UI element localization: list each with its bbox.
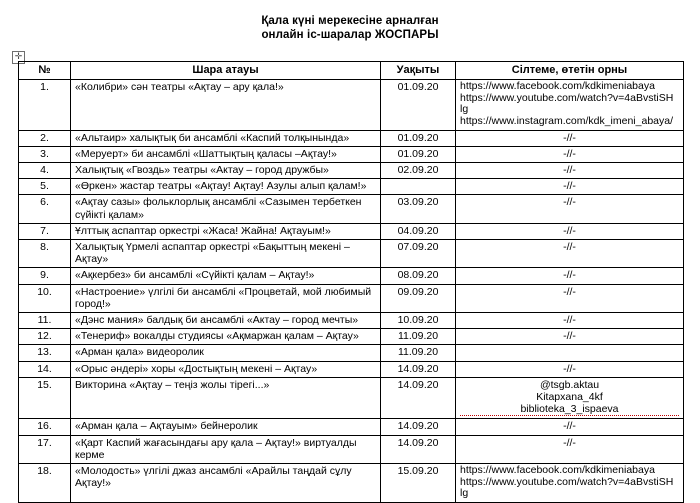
- row-link: [456, 435, 684, 463]
- table-row: [19, 223, 684, 239]
- row-link-repeat-marker: -//-: [563, 224, 576, 237]
- plan-table-container: [18, 61, 683, 503]
- row-date: 11.09.20: [381, 345, 456, 361]
- plan-table-body: [19, 80, 684, 503]
- column-header-link: Сілтеме, өтетін орны: [456, 62, 684, 80]
- row-date: 01.09.20: [381, 146, 456, 162]
- row-link-url[interactable]: https://www.instagram.com/kdk_imeni_abaya/: [460, 114, 674, 127]
- row-link: [456, 195, 684, 223]
- row-number: 5.: [19, 179, 71, 195]
- row-number: 9.: [19, 268, 71, 284]
- row-link-url[interactable]: https://www.youtube.com/watch?v=4aBvstiSH: [460, 475, 674, 488]
- row-link-repeat-marker: -//-: [563, 180, 576, 193]
- row-event-name: «Орыс әндері» хоры «Достықтың мекені – Ақтау»: [71, 361, 381, 377]
- row-link-repeat-marker: -//-: [563, 196, 576, 209]
- row-link: [456, 162, 684, 178]
- row-number: 16.: [19, 419, 71, 435]
- table-row: [19, 313, 684, 329]
- row-link: [456, 130, 684, 146]
- column-header-time: Уақыты: [381, 62, 456, 80]
- row-date: 14.09.20: [381, 361, 456, 377]
- row-link: [456, 329, 684, 345]
- row-link: [456, 223, 684, 239]
- table-row: [19, 195, 684, 223]
- row-event-name: Халықтық «Гвоздь» театры «Актау – город дружбы»: [71, 162, 381, 178]
- row-event-name: «Ақтау сазы» фольклорлық ансамблі «Сазымен тербеткен сүйікті қалам»: [71, 195, 381, 223]
- table-row: [19, 179, 684, 195]
- row-number: 15.: [19, 377, 71, 419]
- row-date: 08.09.20: [381, 268, 456, 284]
- row-number: 11.: [19, 313, 71, 329]
- row-link-url[interactable]: lg: [460, 487, 469, 500]
- row-link: [456, 284, 684, 312]
- row-link-url[interactable]: lg: [460, 103, 469, 116]
- table-row: [19, 464, 684, 503]
- table-row: [19, 268, 684, 284]
- table-row: [19, 435, 684, 463]
- row-link: [456, 179, 684, 195]
- table-row: [19, 419, 684, 435]
- table-move-cross-icon[interactable]: ✛: [12, 51, 25, 64]
- row-link-repeat-marker: -//-: [563, 131, 576, 144]
- column-header-number: №: [19, 62, 71, 80]
- page-title-line-2: онлайн іс-шаралар ЖОСПАРЫ: [261, 29, 439, 41]
- row-link-handle[interactable]: biblioteka_3_ispaeva: [460, 403, 679, 416]
- row-event-name: «Настроение» үлгілі би ансамблі «Процветай, мой любимый город!»: [71, 284, 381, 312]
- table-row: [19, 146, 684, 162]
- row-link: [456, 268, 684, 284]
- page-title-line-1: Қала күні мерекесіне арналған: [261, 15, 439, 27]
- row-link: [456, 464, 684, 503]
- row-number: 4.: [19, 162, 71, 178]
- row-date: 03.09.20: [381, 195, 456, 223]
- row-link-repeat-marker: -//-: [563, 269, 576, 282]
- row-number: 12.: [19, 329, 71, 345]
- row-event-name: «Қарт Каспий жағасындағы ару қала – Ақтау!» виртуалды керме: [71, 435, 381, 463]
- row-event-name: Викторина «Ақтау – теңіз жолы тірегі...»: [71, 377, 381, 419]
- row-link-repeat-marker: -//-: [563, 314, 576, 327]
- row-event-name: Халықтық Үрмелі аспаптар оркестрі «Бақыттың мекені – Ақтау»: [71, 240, 381, 268]
- row-link: [456, 313, 684, 329]
- row-number: 8.: [19, 240, 71, 268]
- row-event-name: Ұлттық аспаптар оркестрі «Жаса! Жайна! Ақтауым!»: [71, 223, 381, 239]
- row-date: 01.09.20: [381, 130, 456, 146]
- row-event-name: «Дэнс мания» балдық би ансамблі «Актау – город мечты»: [71, 313, 381, 329]
- row-date: 14.09.20: [381, 419, 456, 435]
- row-date: 07.09.20: [381, 240, 456, 268]
- row-number: 3.: [19, 146, 71, 162]
- row-event-name: «Тенериф» вокалды студиясы «Ақмаржан қалам – Ақтау»: [71, 329, 381, 345]
- row-number: 13.: [19, 345, 71, 361]
- row-link: [456, 80, 684, 130]
- row-date: 11.09.20: [381, 329, 456, 345]
- table-row: [19, 329, 684, 345]
- row-link: [456, 419, 684, 435]
- row-date: 01.09.20: [381, 80, 456, 130]
- row-link-repeat-marker: -//-: [563, 420, 576, 433]
- row-number: 10.: [19, 284, 71, 312]
- table-row: [19, 361, 684, 377]
- row-number: 1.: [19, 80, 71, 130]
- row-link-empty: [456, 345, 684, 361]
- row-date: 09.09.20: [381, 284, 456, 312]
- row-link-handle[interactable]: @tsgb.aktau: [539, 378, 600, 391]
- row-link-repeat-marker: -//-: [563, 241, 576, 253]
- row-number: 6.: [19, 195, 71, 223]
- table-row: [19, 240, 684, 268]
- row-event-name: «Арман қала» видеоролик: [71, 345, 381, 361]
- row-date: 14.09.20: [381, 377, 456, 419]
- row-link-handle[interactable]: Kitapxana_4kf: [536, 391, 603, 404]
- row-link-repeat-marker: -//-: [563, 147, 576, 160]
- table-row: [19, 345, 684, 361]
- row-number: 17.: [19, 435, 71, 463]
- table-row: [19, 162, 684, 178]
- row-event-name: «Меруерт» би ансамблі «Шаттықтың қаласы –Ақтау!»: [71, 146, 381, 162]
- column-header-event-name: Шара атауы: [71, 62, 381, 80]
- row-link-repeat-marker: -//-: [563, 362, 576, 375]
- row-event-name: «Арман қала – Ақтауым» бейнеролик: [71, 419, 381, 435]
- row-number: 14.: [19, 361, 71, 377]
- row-number: 7.: [19, 223, 71, 239]
- row-event-name: «Өркен» жастар театры «Ақтау! Ақтау! Азулы алып қалам!»: [71, 179, 381, 195]
- row-event-name: «Альтаир» халықтық би ансамблі «Каспий толқынында»: [71, 130, 381, 146]
- row-event-name: «Молодость» үлгілі джаз ансамблі «Арайлы таңдай сұлу Ақтау!»: [71, 464, 381, 503]
- row-link-repeat-marker: -//-: [563, 285, 576, 298]
- table-row: [19, 130, 684, 146]
- row-event-name: «Колибри» сән театры «Ақтау – ару қала!»: [71, 80, 381, 130]
- row-date: 10.09.20: [381, 313, 456, 329]
- table-row: [19, 284, 684, 312]
- row-event-name: «Ақкербез» би ансамблі «Сүйікті қалам – Ақтау!»: [71, 268, 381, 284]
- row-link-repeat-marker: -//-: [563, 330, 576, 343]
- row-date: 02.09.20: [381, 162, 456, 178]
- row-date: [381, 179, 456, 195]
- row-link: [456, 361, 684, 377]
- table-header-row: [19, 62, 684, 80]
- row-link-repeat-marker: -//-: [563, 436, 576, 449]
- row-link: [456, 146, 684, 162]
- row-date: 04.09.20: [381, 223, 456, 239]
- row-link-url[interactable]: https://www.facebook.com/kdkimeniabaya: [460, 80, 655, 93]
- row-link: [456, 240, 684, 268]
- plan-table: [18, 61, 684, 503]
- table-row: [19, 377, 684, 419]
- row-date: 14.09.20: [381, 435, 456, 463]
- row-link: [456, 377, 684, 419]
- table-row: [19, 80, 684, 130]
- row-link-url[interactable]: https://www.youtube.com/watch?v=4aBvstiSH: [460, 91, 674, 104]
- row-date: 15.09.20: [381, 464, 456, 503]
- row-link-url[interactable]: https://www.facebook.com/kdkimeniabaya: [460, 464, 655, 477]
- page-title: [0, 0, 700, 42]
- row-number: 18.: [19, 464, 71, 503]
- row-number: 2.: [19, 130, 71, 146]
- row-link-repeat-marker: -//-: [563, 163, 576, 176]
